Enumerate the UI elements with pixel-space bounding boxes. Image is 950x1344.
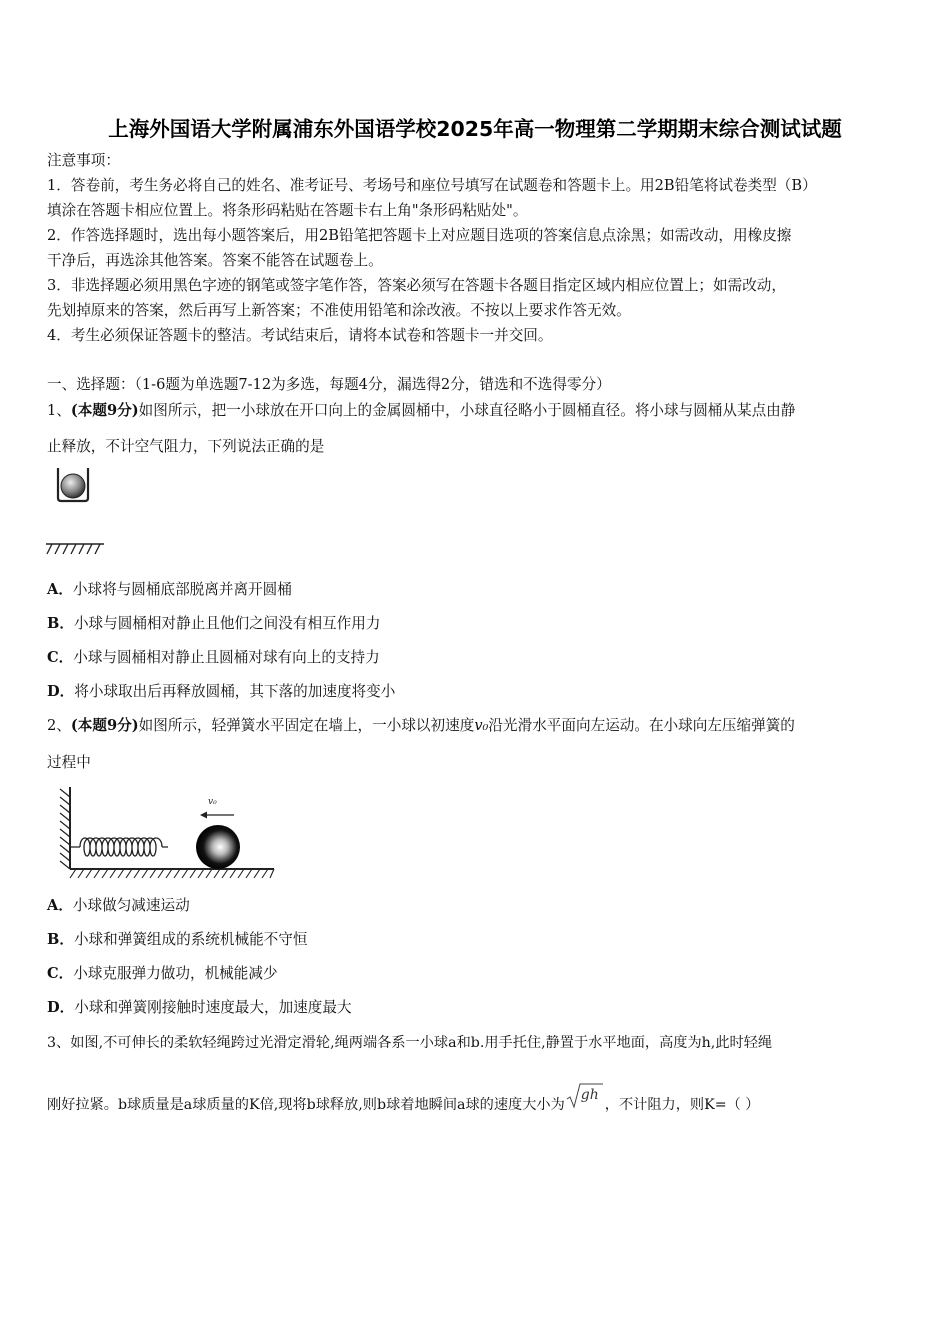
ground-hatch-icon (46, 542, 106, 556)
q1-text: 如图所示，把一小球放在开口向上的金属圆桶中，小球直径略小于圆桶直径。将小球与圆桶从某点由静 (138, 402, 796, 419)
section-heading: 一、选择题：（1-6题为单选题7-12为多选，每题4分，漏选得2分，错选和不选得零分） (47, 376, 611, 393)
spring-coil (70, 838, 168, 856)
notice-line: 4．考生必须保证答题卡的整洁。考试结束后，请将本试卷和答题卡一并交回。 (47, 327, 553, 344)
q2-option-c: C．小球克服弹力做功，机械能减少 (47, 965, 278, 982)
notice-heading: 注意事项： (47, 152, 120, 169)
q1-number: 1、 (47, 402, 71, 419)
notice-line: 1．答卷前，考生务必将自己的姓名、准考证号、考场号和座位号填写在试题卷和答题卡上。用2B铅笔将试卷类型（B） (47, 177, 817, 194)
ball-shape (196, 825, 240, 869)
q2-number: 2、 (47, 717, 71, 734)
q1-score: (本题9分) (70, 402, 139, 419)
q1-line1 (47, 401, 795, 421)
q1-option-b: B．小球与圆桶相对静止且他们之间没有相互作用力 (47, 615, 381, 632)
v0-label: v₀ (208, 797, 217, 807)
q3-line1: 3、如图,不可伸长的柔软轻绳跨过光滑定滑轮,绳两端各系一小球a和b.用手托住,静置于水平地面，高度为h,此时轻绳 (47, 1035, 773, 1051)
bucket-ball-figure (54, 465, 94, 505)
q1-option-a: A．小球将与圆桶底部脱离并离开圆桶 (47, 581, 292, 598)
arrow-head (200, 812, 207, 819)
spring-ball-figure (56, 785, 278, 881)
q1-line2: 止释放，不计空气阻力，下列说法正确的是 (47, 438, 325, 455)
q1-option-c: C．小球与圆桶相对静止且圆桶对球有向上的支持力 (47, 649, 380, 666)
ball-shape (61, 474, 85, 498)
q1-option-d: D．将小球取出后再释放圆桶，其下落的加速度将变小 (47, 683, 396, 700)
q2-line2: 过程中 (47, 754, 91, 771)
q2-line1: 2、(本题9分)如图所示，轻弹簧水平固定在墙上，一小球以初速度v₀沿光滑水平面向左运动。在小球向左压缩弹簧的 (47, 717, 795, 734)
q3-line2: 刚好拉紧。b球质量是a球质量的K倍,现将b球释放,则b球着地瞬间a球的速度大小为 gh ，不计阻力，则K=（ ） (47, 1095, 759, 1115)
q2-option-d: D．小球和弹簧刚接触时速度最大，加速度最大 (47, 999, 352, 1016)
notice-line: 先划掉原来的答案，然后再写上新答案；不准使用铅笔和涂改液。不按以上要求作答无效。 (47, 302, 631, 319)
floor-hatch (70, 869, 274, 878)
q2-option-b: B．小球和弹簧组成的系统机械能不守恒 (47, 931, 308, 948)
q2-v0: v₀ (474, 717, 489, 734)
notice-line: 3．非选择题必须用黑色字迹的钢笔或签字笔作答，答案必须写在答题卡各题目指定区域内相应位置上；如需改动， (47, 277, 786, 294)
sqrt-expression: gh (565, 1095, 605, 1115)
page-title: 上海外国语大学附属浦东外国语学校2025年高一物理第二学期期末综合测试试题 (108, 117, 842, 141)
notice-line: 干净后，再选涂其他答案。答案不能答在试题卷上。 (47, 252, 383, 269)
notice-line: 2．作答选择题时，选出每小题答案后，用2B铅笔把答题卡上对应题目选项的答案信息点涂黑；如需改动，用橡皮擦 (47, 227, 792, 244)
wall-hatch (60, 789, 70, 869)
notice-line: 填涂在答题卡相应位置上。将条形码粘贴在答题卡右上角"条形码粘贴处"。 (47, 202, 528, 219)
q2-score: (本题9分) (70, 717, 139, 734)
q2-option-a: A．小球做匀减速运动 (47, 897, 190, 914)
